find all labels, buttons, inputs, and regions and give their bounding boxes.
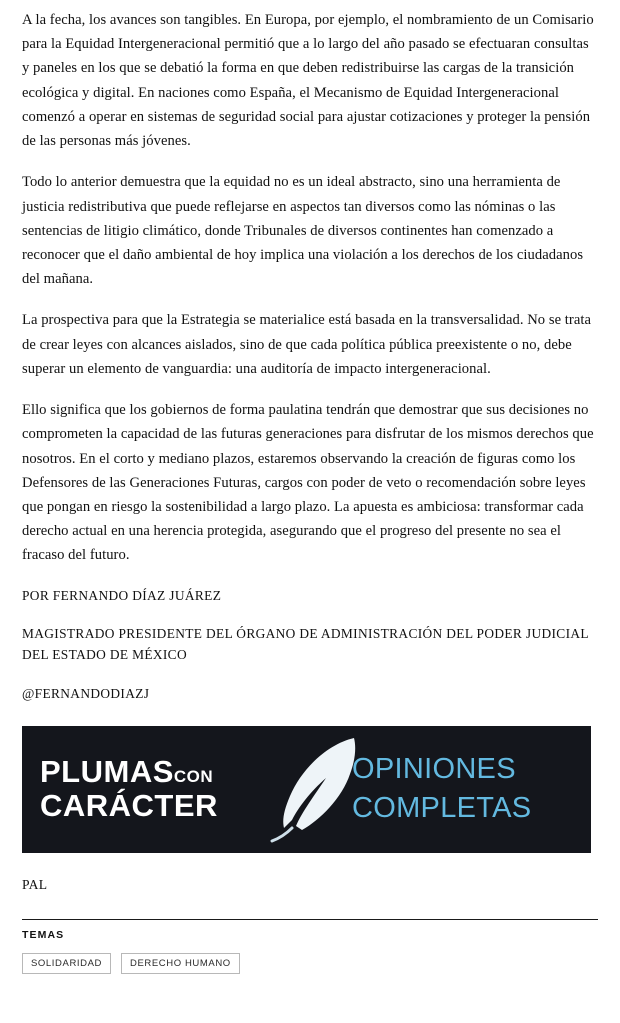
article-paragraph: Ello significa que los gobiernos de forma paulatina tendrán que demostrar que sus decisiones no comprometen la capacidad de las futuras generaciones para disfrutar de los mismos derechos que nosotros. En el corto y mediano plazos, estaremos observando la creación de figuras como los Defensores de las Generaciones Futuras, cargos con poder de veto o recomendación sobre leyes que pongan en riesgo la sostenibilidad a largo plazo. La apuesta es ambiciosa: transformar cada derecho actual en una herencia protegida, asegurando que el progreso del presente no sea el fracaso del futuro. bbox=[22, 402, 594, 564]
article-byline: POR FERNANDO DÍAZ JUÁREZ bbox=[22, 587, 222, 603]
article-body bbox=[22, 8, 598, 568]
topic-tag[interactable]: SOLIDARIDAD bbox=[22, 953, 111, 974]
banner-right-line2: COMPLETAS bbox=[352, 791, 532, 824]
banner-word-con: CON bbox=[173, 767, 214, 787]
banner-title-line2: CARÁCTER bbox=[40, 787, 218, 823]
author-credit: MAGISTRADO PRESIDENTE DEL ÓRGANO DE ADMINISTRACIÓN DEL PODER JUDICIAL DEL ESTADO DE MÉXICO bbox=[22, 626, 589, 663]
banner-title-line1 bbox=[40, 756, 280, 789]
banner-word-plumas: PLUMAS bbox=[40, 754, 174, 790]
feather-icon bbox=[268, 734, 360, 846]
banner-right-line1: OPINIONES bbox=[352, 753, 516, 786]
banner-content bbox=[22, 726, 591, 853]
author-social-handle[interactable]: @FERNANDODIAZJ bbox=[22, 685, 150, 701]
topics-heading: TEMAS bbox=[22, 929, 65, 942]
banner-right-text bbox=[352, 750, 531, 827]
topic-tag[interactable]: DERECHO HUMANO bbox=[121, 953, 240, 974]
topics-section bbox=[22, 919, 598, 974]
article-paragraph: La prospectiva para que la Estrategia se materialice está basada en la transversalidad. No se trata de crear leyes con alcances aislados, sino de que cada política pública preexistente o no, debe superar un elemento de vanguardia: una auditoría de impacto intergeneracional. bbox=[22, 312, 591, 377]
banner-left-text bbox=[22, 756, 280, 823]
article-paragraph: A la fecha, los avances son tangibles. En Europa, por ejemplo, el nombramiento de un Comisario para la Equidad Intergeneracional permitió que a lo largo del año pasado se efectuaran consultas y paneles en los que se debatió la forma en que deben redistribuirse las cargas de la transición ecológica y digital. En naciones como España, el Mecanismo de Equidad Intergeneracional comenzó a operar en sistemas de seguridad social para ajustar cotizaciones y proteger la pensión de las personas más jóvenes. bbox=[22, 12, 594, 150]
article-signature: PAL bbox=[22, 877, 48, 893]
topics-tag-list bbox=[22, 953, 598, 974]
article-paragraph: Todo lo anterior demuestra que la equidad no es un ideal abstracto, sino una herramienta de justicia redistributiva que puede reflejarse en aspectos tan diversos como las nóminas o las sentencias de litigio climático, donde Tribunales de diversos continentes han comenzado a reconocer que el daño ambiental de hoy implica una violación a los derechos de los ciudadanos del mañana. bbox=[22, 174, 584, 288]
plumas-con-caracter-banner[interactable] bbox=[22, 726, 591, 853]
